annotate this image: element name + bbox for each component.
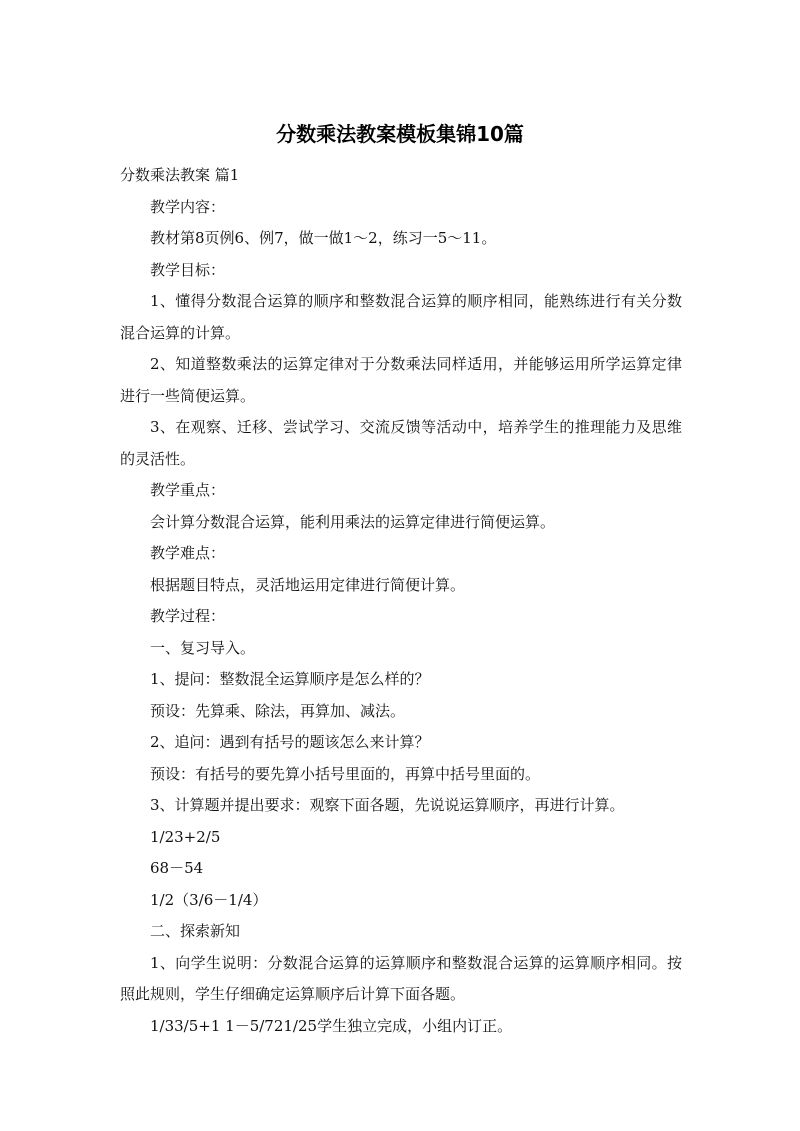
document-body	[120, 160, 682, 1042]
paragraph: 教学过程：	[150, 607, 226, 625]
paragraph: 教学目标：	[150, 260, 226, 279]
paragraph: 1/23+2/5	[150, 827, 221, 846]
paragraph: 教材第8页例6、例7，做一做1～2，练习一5～11。	[150, 229, 497, 247]
paragraph: 3、在观察、迁移、尝试学习、交流反馈等活动中，培养学生的推理能力及思维的灵活性。	[120, 418, 682, 468]
paragraph: 2、追问：遇到有括号的题该怎么来计算？	[150, 733, 430, 751]
paragraph: 预设：先算乘、除法，再算加、减法。	[150, 701, 406, 720]
paragraph: 教学难点：	[150, 544, 226, 562]
paragraph: 教学内容：	[150, 197, 226, 216]
paragraph: 根据题目特点，灵活地运用定律进行简便计算。	[150, 575, 466, 594]
paragraph: 1、提问：整数混全运算顺序是怎么样的？	[150, 670, 430, 688]
paragraph: 68－54	[150, 859, 204, 877]
paragraph: 3、计算题并提出要求：观察下面各题，先说说运算顺序，再进行计算。	[150, 796, 625, 814]
paragraph: 预设：有括号的要先算小括号里面的，再算中括号里面的。	[150, 764, 541, 783]
paragraph: 1/2（3/6－1/4）	[150, 890, 268, 909]
paragraph: 1、向学生说明：分数混合运算的运算顺序和整数混合运算的运算顺序相同。按照此规则，学生仔细确定运算顺序后计算下面各题。	[120, 953, 682, 1003]
document-title: 分数乘法教案模板集锦10篇	[276, 122, 524, 146]
paragraph: 2、知道整数乘法的运算定律对于分数乘法同样适用，并能够运用所学运算定律进行一些简便运算。	[120, 355, 682, 405]
paragraph: 分数乘法教案 篇1	[120, 166, 240, 184]
paragraph: 会计算分数混合运算，能利用乘法的运算定律进行简便运算。	[150, 512, 556, 531]
paragraph: 1/33/5+1 1－5/721/25学生独立完成，小组内订正。	[150, 1016, 513, 1035]
paragraph: 1、懂得分数混合运算的顺序和整数混合运算的顺序相同，能熟练进行有关分数混合运算的计算。	[120, 292, 682, 342]
paragraph: 教学重点：	[150, 481, 226, 499]
paragraph: 一、复习导入。	[150, 638, 256, 657]
paragraph: 二、探索新知	[150, 922, 241, 940]
